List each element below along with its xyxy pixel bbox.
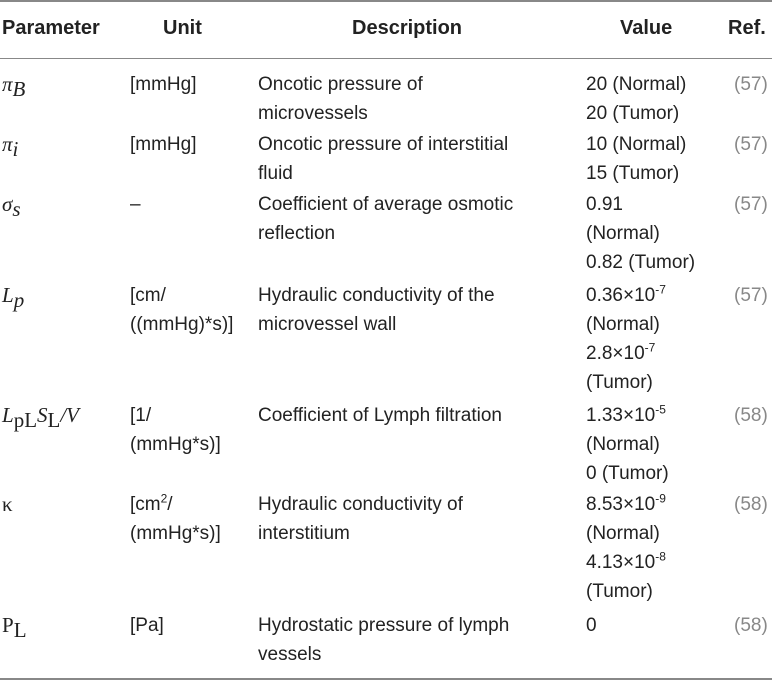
header-parameter: Parameter bbox=[2, 17, 100, 39]
row-2-ref[interactable]: (57) bbox=[734, 134, 768, 155]
row-7-value: 0 bbox=[586, 615, 597, 636]
row-3-ref[interactable]: (57) bbox=[734, 194, 768, 215]
row-7-description: Hydrostatic pressure of lymph vessels bbox=[258, 615, 510, 665]
row-4-value: $0.36\times 10^{-7}$ (Normal) $2.8\times 10^{-7}$ (Tumor) bbox=[586, 282, 666, 393]
row-6-description: Hydraulic conductivity of interstitium bbox=[258, 494, 463, 544]
row-5-unit: [1/ (mmHg*s)] bbox=[130, 405, 221, 455]
row-2-parameter: $\pi_i$ bbox=[2, 132, 19, 161]
table-header-rule bbox=[0, 58, 772, 59]
row-5-parameter: $L_{pL}S_L/V$ bbox=[2, 403, 80, 432]
row-6-parameter: κ bbox=[2, 492, 13, 516]
row-3-unit: – bbox=[130, 194, 141, 215]
row-3-description: Coefficient of average osmotic reflection bbox=[258, 194, 514, 244]
row-5-description: Coefficient of Lymph filtration bbox=[258, 405, 502, 426]
row-7-unit: [Pa] bbox=[130, 615, 164, 636]
row-5-value: $1.33\times 10^{-5}$ (Normal) 0 (Tumor) bbox=[586, 402, 669, 484]
table-top-rule bbox=[0, 0, 772, 2]
row-6-ref[interactable]: (58) bbox=[734, 494, 768, 515]
row-4-ref[interactable]: (57) bbox=[734, 285, 768, 306]
row-1-value: 20 (Normal) 20 (Tumor) bbox=[586, 74, 687, 124]
table-bottom-rule bbox=[0, 678, 772, 680]
row-4-description: Hydraulic conductivity of the microvessel wall bbox=[258, 285, 495, 335]
row-1-parameter: $\pi_B$ bbox=[2, 72, 26, 101]
row-1-ref[interactable]: (57) bbox=[734, 74, 768, 95]
row-2-value: 10 (Normal) 15 (Tumor) bbox=[586, 134, 687, 184]
header-value: Value bbox=[620, 17, 673, 39]
row-7-ref[interactable]: (58) bbox=[734, 615, 768, 636]
header-unit: Unit bbox=[163, 17, 202, 39]
header-description: Description bbox=[352, 17, 463, 39]
row-4-unit: [cm/ ((mmHg)*s)] bbox=[130, 285, 234, 335]
row-2-description: Oncotic pressure of interstitial fluid bbox=[258, 134, 509, 184]
row-6-unit: [$cm^2/$ (mmHg*s)] bbox=[130, 491, 221, 544]
row-3-value: 0.91 (Normal) 0.82 (Tumor) bbox=[586, 194, 696, 273]
row-1-unit: [mmHg] bbox=[130, 74, 197, 95]
row-3-parameter: $\sigma_s$ bbox=[2, 192, 21, 221]
header-ref: Ref. bbox=[728, 17, 766, 39]
row-4-parameter: $L_p$ bbox=[2, 283, 25, 312]
row-2-unit: [mmHg] bbox=[130, 134, 197, 155]
row-1-description: Oncotic pressure of microvessels bbox=[258, 74, 423, 124]
row-5-ref[interactable]: (58) bbox=[734, 405, 768, 426]
row-7-parameter: $P_L$ bbox=[2, 613, 27, 642]
row-6-value: $8.53\times 10^{-9}$ (Normal) $4.13\times 10^{-8}$ (Tumor) bbox=[586, 491, 666, 602]
